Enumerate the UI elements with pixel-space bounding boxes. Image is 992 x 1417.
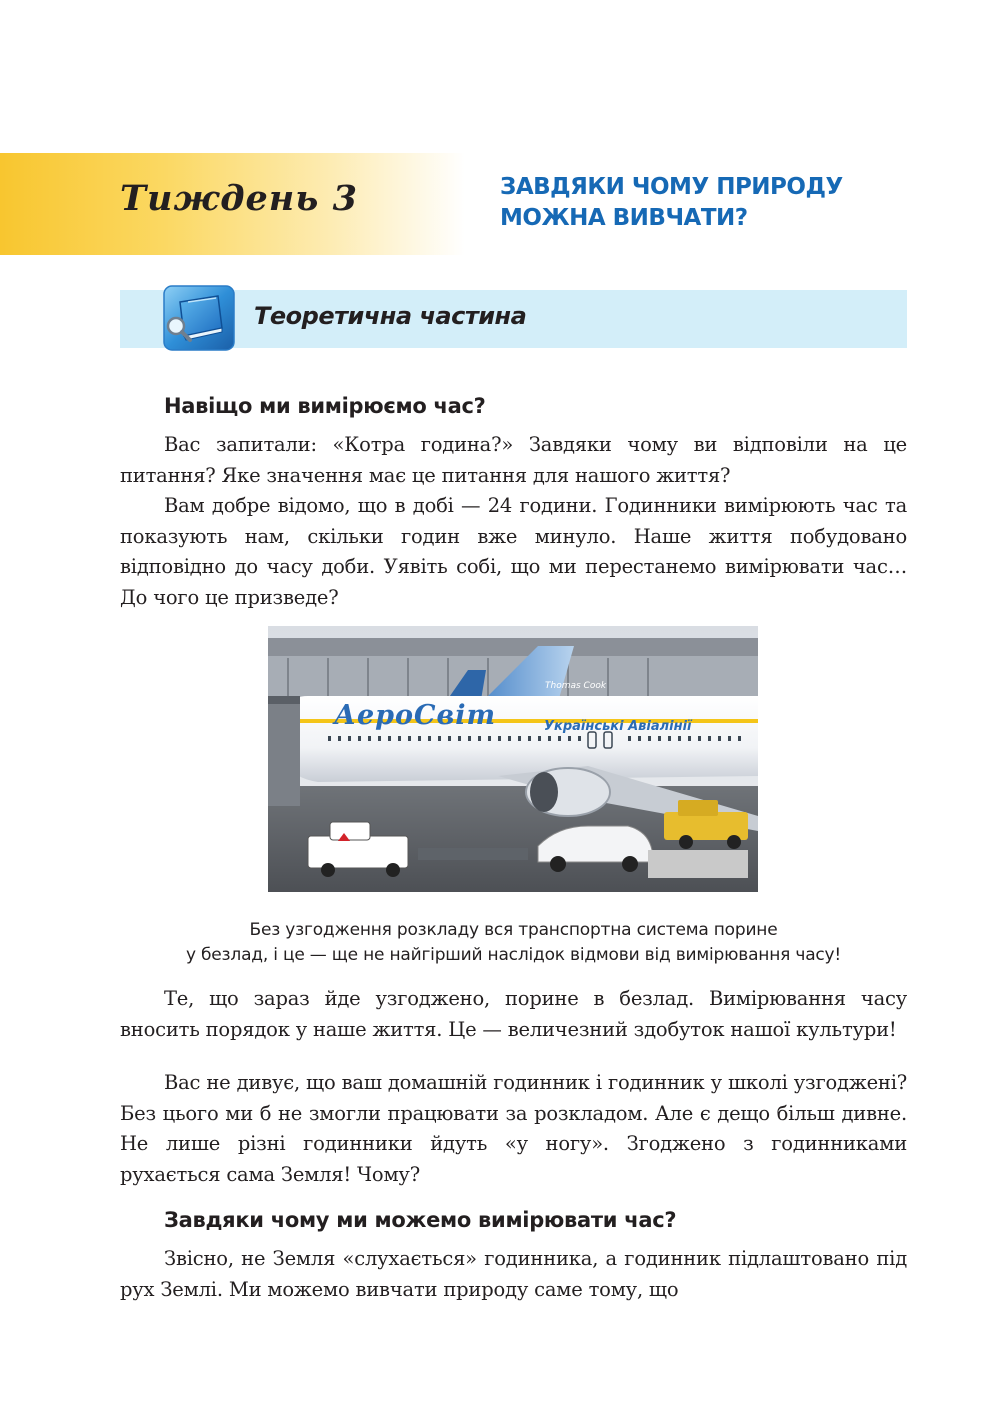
section-heading-how-measure-time: Завдяки чому ми можемо вимірювати час?	[164, 1208, 677, 1232]
paragraph: Вам добре відомо, що в добі — 24 години. Годинники вимірюють час та показують нам, скільки годин вже минуло. Наше життя побудовано відповідно до часу доби. Уявіть собі, що ми перестанемо вимірювати час… До чого це призведе?	[120, 494, 907, 609]
paragraph: Вас запитали: «Котра година?» Завдяки чому ви відповіли на це питання? Яке значення має це питання для нашого життя?	[120, 433, 907, 487]
figure-caption	[120, 918, 907, 968]
week-title: Тиждень 3	[120, 178, 358, 219]
tail-logo-text: Thomas Cook	[545, 681, 607, 691]
chapter-title-line2: МОЖНА ВИВЧАТИ?	[500, 205, 748, 231]
chapter-title	[500, 172, 920, 234]
theory-section-label: Теоретична частина	[254, 302, 527, 330]
airline-logo-text: АероСвіт	[334, 700, 497, 731]
paragraph: Те, що зараз йде узгоджено, порине в безлад. Вимірювання часу вносить порядок у наше життя. Це — величезний здобуток нашої культури!	[120, 987, 907, 1041]
paragraph: Вас не дивує, що ваш домашній годинник і годинник у школі узгоджені? Без цього ми б не змогли працювати за розкладом. Але є дещо більш дивне. Не лише різні годинники йдуть «у ногу». Згоджено з годинниками рухається сама Земля! Чому?	[120, 1071, 907, 1186]
caption-line1: Без узгодження розкладу вся транспортна система порине	[249, 920, 778, 940]
section-heading-why-measure-time: Навіщо ми вимірюємо час?	[164, 394, 486, 418]
airline-subtitle-text: Українські Авіалінії	[544, 719, 692, 734]
paragraph: Звісно, не Земля «слухається» годинника, а годинник підлаштовано під рух Землі. Ми можемо вивчати природу саме тому, що	[120, 1247, 907, 1301]
caption-line2: у безлад, і це — ще не найгірший наслідок відмови від вимірювання часу!	[185, 945, 842, 965]
airport-airplane-photo	[268, 626, 758, 892]
book-with-magnifier-icon	[160, 282, 238, 354]
chapter-title-line1: ЗАВДЯКИ ЧОМУ ПРИРОДУ	[500, 174, 843, 200]
